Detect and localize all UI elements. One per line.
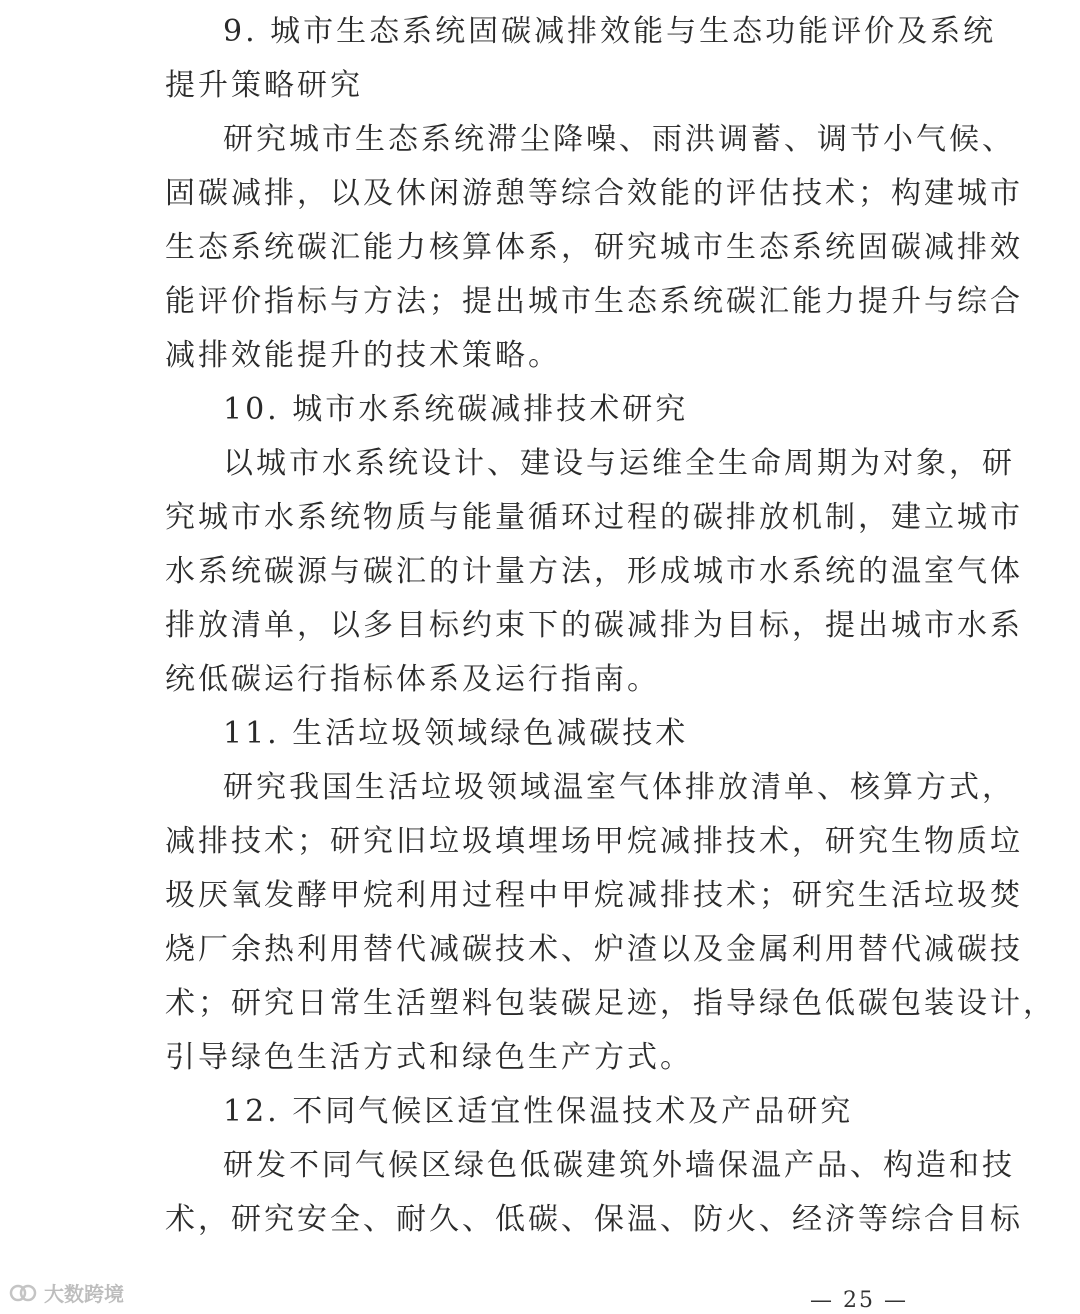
paragraph-line: 引导绿色生活方式和绿色生产方式。 <box>165 1040 693 1075</box>
paragraph-line: 能评价指标与方法；提出城市生态系统碳汇能力提升与综合 <box>165 284 1023 319</box>
paragraph-line: 固碳减排，以及休闲游憩等综合效能的评估技术；构建城市 <box>165 176 1023 211</box>
paragraph-line: 术，研究安全、耐久、低碳、保温、防火、经济等综合目标 <box>165 1202 1023 1237</box>
paragraph-line: 圾厌氧发酵甲烷利用过程中甲烷减排技术；研究生活垃圾焚 <box>165 878 1023 913</box>
paragraph-line: 排放清单，以多目标约束下的碳减排为目标，提出城市水系 <box>165 608 1023 643</box>
section-heading-10: 10. 城市水系统碳减排技术研究 <box>223 392 689 427</box>
section-heading-9-cont: 提升策略研究 <box>165 68 363 103</box>
section-heading-9: 9. 城市生态系统固碳减排效能与生态功能评价及系统 <box>223 14 997 49</box>
paragraph-line: 研究我国生活垃圾领域温室气体排放清单、核算方式， <box>223 770 1015 805</box>
paragraph-line: 减排技术；研究旧垃圾填埋场甲烷减排技术，研究生物质垃 <box>165 824 1023 859</box>
watermark <box>8 1278 124 1307</box>
paragraph-line: 生态系统碳汇能力核算体系，研究城市生态系统固碳减排效 <box>165 230 1023 265</box>
paragraph-line: 水系统碳源与碳汇的计量方法，形成城市水系统的温室气体 <box>165 554 1023 589</box>
paragraph-line: 统低碳运行指标体系及运行指南。 <box>165 662 660 697</box>
watermark-logo-icon <box>8 1281 38 1305</box>
paragraph-line: 术；研究日常生活塑料包装碳足迹，指导绿色低碳包装设计， <box>165 986 1056 1021</box>
paragraph-line: 研究城市生态系统滞尘降噪、雨洪调蓄、调节小气候、 <box>223 122 1015 157</box>
paragraph-line: 研发不同气候区绿色低碳建筑外墙保温产品、构造和技 <box>223 1148 1015 1183</box>
paragraph-line: 减排效能提升的技术策略。 <box>165 338 561 373</box>
page-number: — 25 — <box>810 1288 908 1313</box>
section-heading-11: 11. 生活垃圾领域绿色减碳技术 <box>223 716 689 751</box>
paragraph-line: 以城市水系统设计、建设与运维全生命周期为对象，研 <box>223 446 1015 481</box>
text-column <box>165 5 1056 1247</box>
section-heading-12: 12. 不同气候区适宜性保温技术及产品研究 <box>223 1094 854 1129</box>
paragraph-line: 究城市水系统物质与能量循环过程的碳排放机制，建立城市 <box>165 500 1023 535</box>
watermark-text: 大数跨境 <box>44 1282 124 1306</box>
paragraph-line: 烧厂余热利用替代减碳技术、炉渣以及金属利用替代减碳技 <box>165 932 1023 967</box>
